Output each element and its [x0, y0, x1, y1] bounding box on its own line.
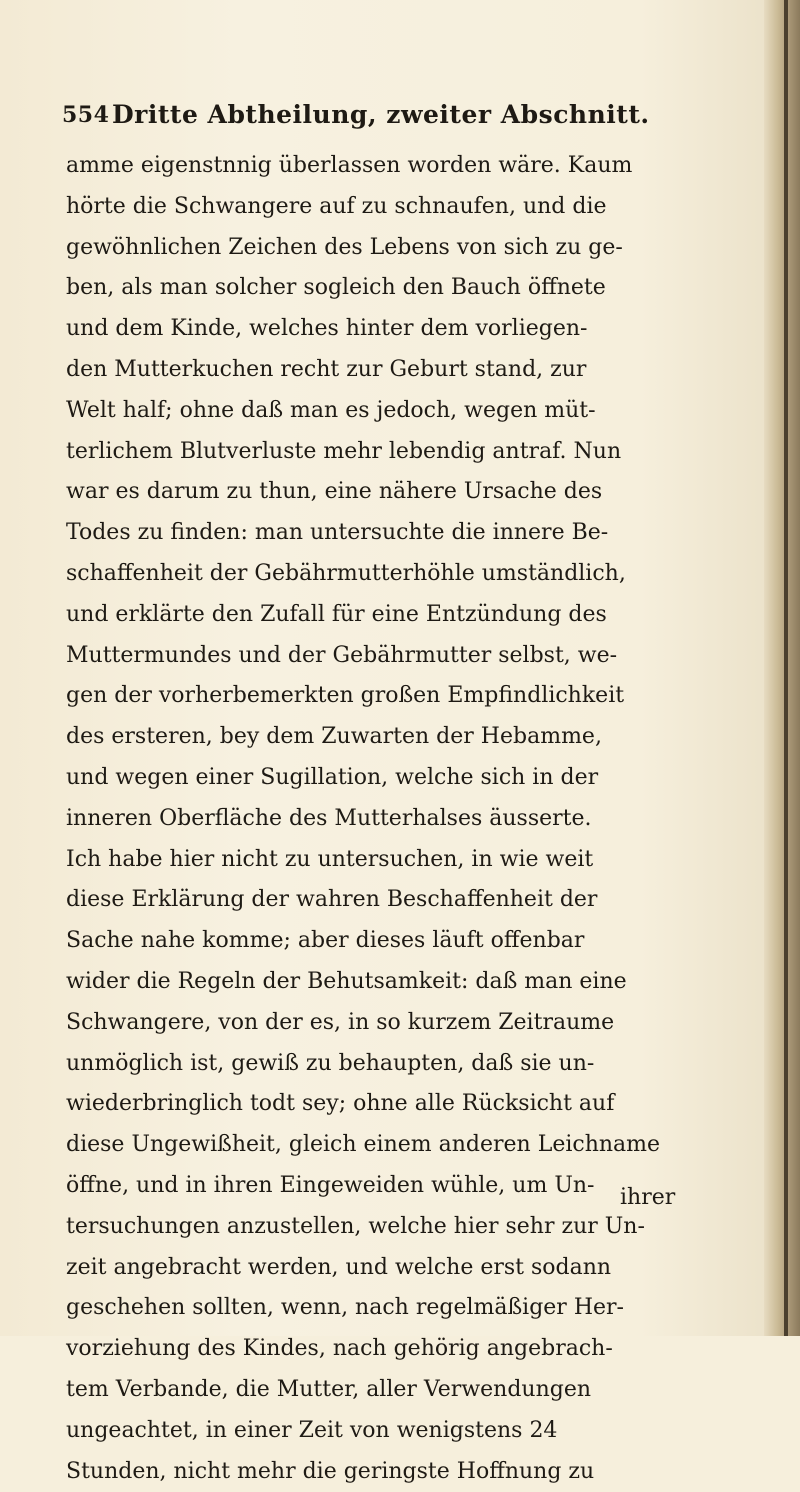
- text-line: und erklärte den Zufall für eine Entzündung des: [66, 595, 741, 636]
- page-shadow-line: [784, 0, 788, 1336]
- text-line: diese Ungewißheit, gleich einem anderen Leichname: [66, 1125, 741, 1166]
- page-binding-edge: [764, 0, 800, 1336]
- text-line: tem Verbande, die Mutter, aller Verwendungen: [66, 1370, 741, 1411]
- text-line: Ich habe hier nicht zu untersuchen, in wie weit: [66, 840, 741, 881]
- text-line: Todes zu finden: man untersuchte die innere Be-: [66, 513, 741, 554]
- text-line: vorziehung des Kindes, nach gehörig angebrach-: [66, 1329, 741, 1370]
- text-line: ben, als man solcher sogleich den Bauch öffnete: [66, 268, 741, 309]
- text-line: hörte die Schwangere auf zu schnaufen, und die: [66, 187, 741, 228]
- text-line: schaffenheit der Gebährmutterhöhle umständlich,: [66, 554, 741, 595]
- text-line: gen der vorherbemerkten großen Empfindlichkeit: [66, 676, 741, 717]
- text-line: terlichem Blutverluste mehr lebendig antraf. Nun: [66, 432, 741, 473]
- catchword: ihrer: [620, 1180, 675, 1216]
- text-line: zeit angebracht werden, und welche erst sodann: [66, 1248, 741, 1289]
- running-header: [62, 100, 742, 136]
- text-line: unmöglich ist, gewiß zu behaupten, daß sie un-: [66, 1044, 741, 1085]
- text-line: geschehen sollten, wenn, nach regelmäßiger Her-: [66, 1288, 741, 1329]
- text-line: war es darum zu thun, eine nähere Ursache des: [66, 472, 741, 513]
- text-line: Schwangere, von der es, in so kurzem Zeitraume: [66, 1003, 741, 1044]
- text-line: öffne, und in ihren Eingeweiden wühle, um Un-: [66, 1166, 741, 1207]
- text-line: ungeachtet, in einer Zeit von wenigstens 24: [66, 1411, 741, 1452]
- text-line: Sache nahe komme; aber dieses läuft offenbar: [66, 921, 741, 962]
- text-line: wider die Regeln der Behutsamkeit: daß man eine: [66, 962, 741, 1003]
- text-line: Stunden, nicht mehr die geringste Hoffnung zu: [66, 1452, 741, 1492]
- text-line: den Mutterkuchen recht zur Geburt stand, zur: [66, 350, 741, 391]
- text-line: und wegen einer Sugillation, welche sich in der: [66, 758, 741, 799]
- running-title: Dritte Abtheilung, zweiter Abschnitt.: [112, 100, 650, 129]
- text-line: gewöhnlichen Zeichen des Lebens von sich zu ge-: [66, 228, 741, 269]
- text-line: und dem Kinde, welches hinter dem vorliegen-: [66, 309, 741, 350]
- text-line: des ersteren, bey dem Zuwarten der Hebamme,: [66, 717, 741, 758]
- text-body: [66, 146, 741, 1492]
- text-line: wiederbringlich todt sey; ohne alle Rücksicht auf: [66, 1084, 741, 1125]
- text-line: inneren Oberfläche des Mutterhalses äusserte.: [66, 799, 741, 840]
- text-line: amme eigenstnnig überlassen worden wäre. Kaum: [66, 146, 741, 187]
- text-line: Muttermundes und der Gebährmutter selbst, we-: [66, 636, 741, 677]
- text-line: tersuchungen anzustellen, welche hier sehr zur Un-: [66, 1207, 741, 1248]
- page-number: 554: [62, 102, 109, 128]
- text-line: Welt half; ohne daß man es jedoch, wegen müt-: [66, 391, 741, 432]
- text-line: diese Erklärung der wahren Beschaffenheit der: [66, 880, 741, 921]
